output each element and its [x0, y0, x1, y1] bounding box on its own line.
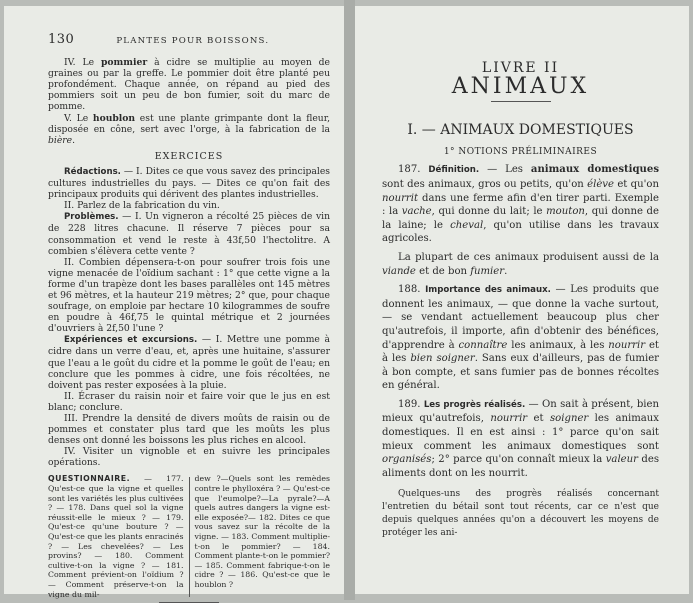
redactions-paragraph: Rédactions. — I. Dites ce que vous savez des principales cultures industrielles du pays. — Dites ce qu'on fait des principaux produits qui dérivent des plantes industrielles.	[48, 165, 330, 201]
paragraph-pommier: IV. Le pommier à cidre se multiplie au moyen de graines ou par la greffe. Le pommier doit être planté peu profondément. Chaque année, on répand au pied des pommiers soit un peu de bon fumier, soit du marc de pomme.	[48, 57, 330, 113]
exercices-heading: EXERCICES	[154, 150, 224, 162]
experiences-paragraph: Expériences et excursions. — I. Mettre une pomme à cidre dans un verre d'eau, et, après une huitaine, s'assurer que l'eau a le goût du cidre et la pomme le goût de l'eau; en conclure que les pommes à cidre, une fois récoltées, ne doivent pas rester exposées à la pluie.	[48, 334, 330, 391]
column-divider	[189, 477, 190, 597]
experiences-item-4: IV. Visiter un vignoble et en suivre les principales opérations.	[48, 446, 330, 469]
right-page	[355, 6, 689, 594]
paragraph-189: 189. Les progrès réalisés. — On sait à présent, bien mieux qu'autrefois, nourrir et soigner les animaux domestiques. Il en est ainsi : 1° parce qu'on sait mieux comment les animaux domestiques sont organisés; 2° parce qu'on connaît mieux la valeur des aliments dont on les nourrit.	[382, 398, 659, 479]
left-page	[4, 6, 344, 599]
experiences-item-2: II. Écraser du raisin noir et faire voir que le jus en est blanc; conclure.	[48, 390, 330, 413]
experiences-item-3: III. Prendre la densité de divers moûts de raisin ou de pommes et constater plus tard que les moûts les plus denses ont donné les boissons les plus riches en alcool.	[48, 413, 330, 447]
running-title: PLANTES POUR BOISSONS.	[116, 36, 270, 46]
paragraph-187: 187. Définition. — Les animaux domestiques sont des animaux, gros ou petits, qu'on élève et qu'on nourrit dans une ferme afin d'en tirer parti. Exemple : la vache, qui donne du lait; le mouton, qui donne de la laine; le cheval, qu'on utilise dans les travaux agricoles.	[382, 164, 659, 245]
problemes-item-2: II. Combien dépensera-t-on pour soufrer trois fois une vigne menacée de l'oïdium sachant : 1° que cette vigne a la forme d'un trapèze dont les bases parallèles ont 145 mètres et 96 mètres, et la hauteur 219 mètres; 2° que, pour chaque soufrage, on emploie par hectare 10 kilogrammes de soufre en poudre à 46f,75 le quintal métrique et 2 journées d'ouvriers à 2f,50 l'une ?	[48, 256, 330, 335]
paragraph-houblon: V. Le houblon est une plante grimpante dont la fleur, disposée en cône, sert avec l'orge, à la fabrication de la bière.	[48, 112, 331, 146]
questionnaire-col-2: dew ?—Quels sont les remèdes contre le phylloxéra ? — Qu'est-ce que l'eumolpe?—La pyrale?—A quels autres dangers la vigne est-elle exposée?— 182. Dites ce que vous savez sur la récolte de la vigne. — 183. Comment multiplie-t-on le pommier? — 184. Comment plante-t-on le pommier? — 185. Comment fabrique-t-on le cidre ? — 186. Qu'est-ce que le houblon ?	[194, 474, 330, 589]
book-gutter	[344, 0, 355, 600]
page-number: 130	[48, 32, 75, 47]
book-label: LIVRE II	[481, 60, 560, 76]
paragraph-187-b: La plupart de ces animaux produisent aussi de la viande et de bon fumier.	[382, 251, 659, 277]
redactions-item-2: II. Parlez de la fabrication du vin.	[64, 200, 220, 212]
section-heading: I. — ANIMAUX DOMESTIQUES	[407, 122, 634, 139]
subsection-heading: 1° NOTIONS PRÉLIMINAIRES	[443, 146, 598, 157]
problemes-paragraph: Problèmes. — I. Un vigneron a récolté 25 pièces de vin de 228 litres chacune. Il réserve 7 pièces pour sa consommation et vend le reste à 43f,50 l'hectolitre. A combien s'élèvera cette vente ?	[48, 211, 330, 257]
book-title: ANIMAUX	[451, 73, 590, 99]
running-head	[48, 34, 330, 47]
paragraph-188: 188. Importance des animaux. — Les produits que donnent les animaux, — que donne la vache surtout, — se vendant actuellement beaucoup plus cher qu'autrefois, il importe, afin d'obtenir des bénéfices, d'apprendre à connaître les animaux, à les nourrir et à les bien soigner. Sans eux d'ailleurs, pas de fumier à bon compte, et sans fumier pas de bonnes récoltes en général.	[382, 284, 659, 392]
small-paragraph: Quelques-uns des progrès réalisés concernant l'entretien du bétail sont tout récents, car ce n'est que depuis quelques années qu'on a découvert les moyens de protéger les ani-	[382, 489, 659, 539]
questionnaire-col-1: QUESTIONNAIRE. — 177. Qu'est-ce que la vigne et quelles sont les variétés les plus cultivées ? — 178. Dans quel sol la vigne réussit-elle le mieux ? — 179. Qu'est-ce qu'une bouture ? — Qu'est-ce que les plants enracinés ? — Les chevelées? — Les provins? — 180. Comment cultive-t-on la vigne ? — 181. Comment prévient-on l'oïdium ? — Comment préserve-t-on la vigne du mil-	[48, 474, 184, 599]
title-rule	[491, 101, 551, 102]
questionnaire	[48, 474, 330, 599]
